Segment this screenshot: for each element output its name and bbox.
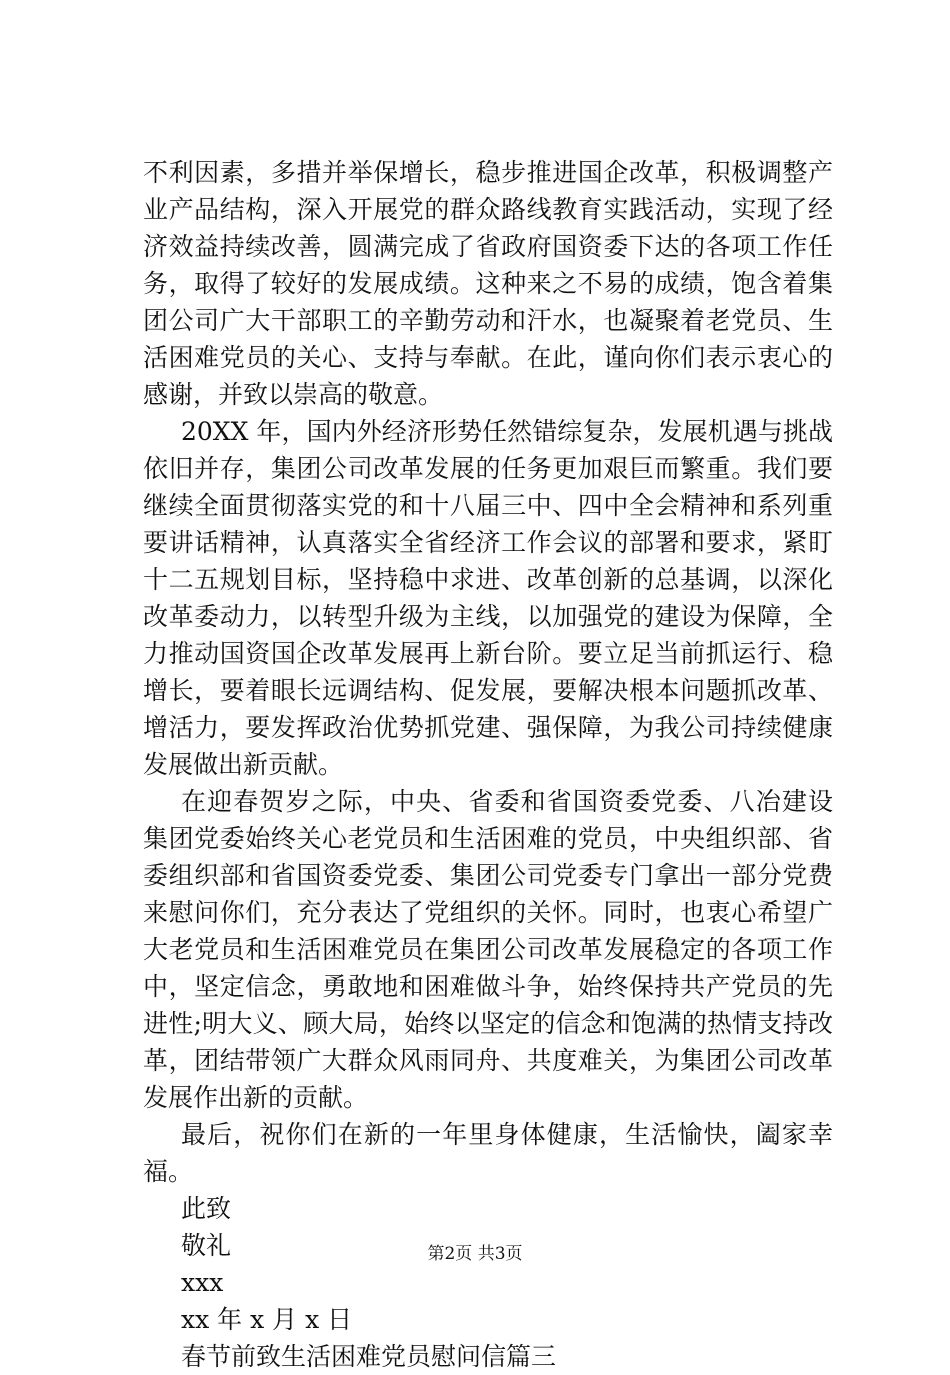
text-line: 增长，要着眼长远调结构、促发展，要解决根本问题抓改革、 — [143, 676, 833, 705]
text-line: 团公司广大干部职工的辛勤劳动和汗水，也凝聚着老党员、生 — [143, 306, 833, 335]
text-line: 发展做出新贡献。 — [143, 750, 344, 779]
text-line: 来慰问你们，充分表达了党组织的关怀。同时，也衷心希望广 — [143, 898, 833, 927]
text-line: 感谢，并致以崇高的敬意。 — [143, 380, 444, 409]
text-line: 要讲话精神，认真落实全省经济工作会议的部署和要求，紧盯 — [143, 528, 833, 557]
text-line: 革，团结带领广大群众风雨同舟、共度难关，为集团公司改革 — [143, 1046, 833, 1075]
paragraph-first-line: 20XX 年，国内外经济形势任然错综复杂，发展机遇与挑战 — [181, 417, 833, 446]
closing-salutation: 此致 — [181, 1194, 232, 1223]
text-line: 力推动国资国企改革发展再上新台阶。要立足当前抓运行、稳 — [143, 639, 833, 668]
text-line: 发展作出新的贡献。 — [143, 1083, 369, 1112]
text-line: 增活力，要发挥政治优势抓党建、强保障，为我公司持续健康 — [143, 713, 833, 742]
signature-name: xxx — [181, 1268, 224, 1297]
signature-date: xx 年 x 月 x 日 — [181, 1305, 353, 1334]
text-line: 委组织部和省国资委党委、集团公司党委专门拿出一部分党费 — [143, 861, 833, 890]
text-line: 不利因素，多措并举保增长，稳步推进国企改革，积极调整产 — [143, 158, 833, 187]
text-line: 进性;明大义、顾大局，始终以坚定的信念和饱满的热情支持改 — [143, 1009, 833, 1038]
section-heading: 春节前致生活困难党员慰问信篇三 — [181, 1342, 557, 1371]
text-line: 活困难党员的关心、支持与奉献。在此，谨向你们表示衷心的 — [143, 343, 833, 372]
text-line: 十二五规划目标，坚持稳中求进、改革创新的总基调，以深化 — [143, 565, 833, 594]
text-line: 依旧并存，集团公司改革发展的任务更加艰巨而繁重。我们要 — [143, 454, 833, 483]
text-line: 改革委动力，以转型升级为主线，以加强党的建设为保障，全 — [143, 602, 833, 631]
text-line: 集团党委始终关心老党员和生活困难的党员，中央组织部、省 — [143, 824, 833, 853]
text-line: 大老党员和生活困难党员在集团公司改革发展稳定的各项工作 — [143, 935, 833, 964]
text-line: 中，坚定信念，勇敢地和困难做斗争，始终保持共产党员的先 — [143, 972, 833, 1001]
page-number: 第2页 共3页 — [427, 1244, 523, 1264]
paragraph-first-line: 最后，祝你们在新的一年里身体健康，生活愉快，阖家幸 — [181, 1120, 833, 1149]
text-line: 济效益持续改善，圆满完成了省政府国资委下达的各项工作任 — [143, 232, 833, 261]
letter-body — [143, 154, 833, 1375]
text-line: 务，取得了较好的发展成绩。这种来之不易的成绩，饱含着集 — [143, 269, 833, 298]
closing-regards: 敬礼 — [181, 1231, 232, 1260]
text-line: 福。 — [143, 1157, 194, 1186]
paragraph-first-line: 在迎春贺岁之际，中央、省委和省国资委党委、八冶建设 — [181, 787, 833, 816]
text-line: 继续全面贯彻落实党的和十八届三中、四中全会精神和系列重 — [143, 491, 833, 520]
text-line: 业产品结构，深入开展党的群众路线教育实践活动，实现了经 — [143, 195, 833, 224]
